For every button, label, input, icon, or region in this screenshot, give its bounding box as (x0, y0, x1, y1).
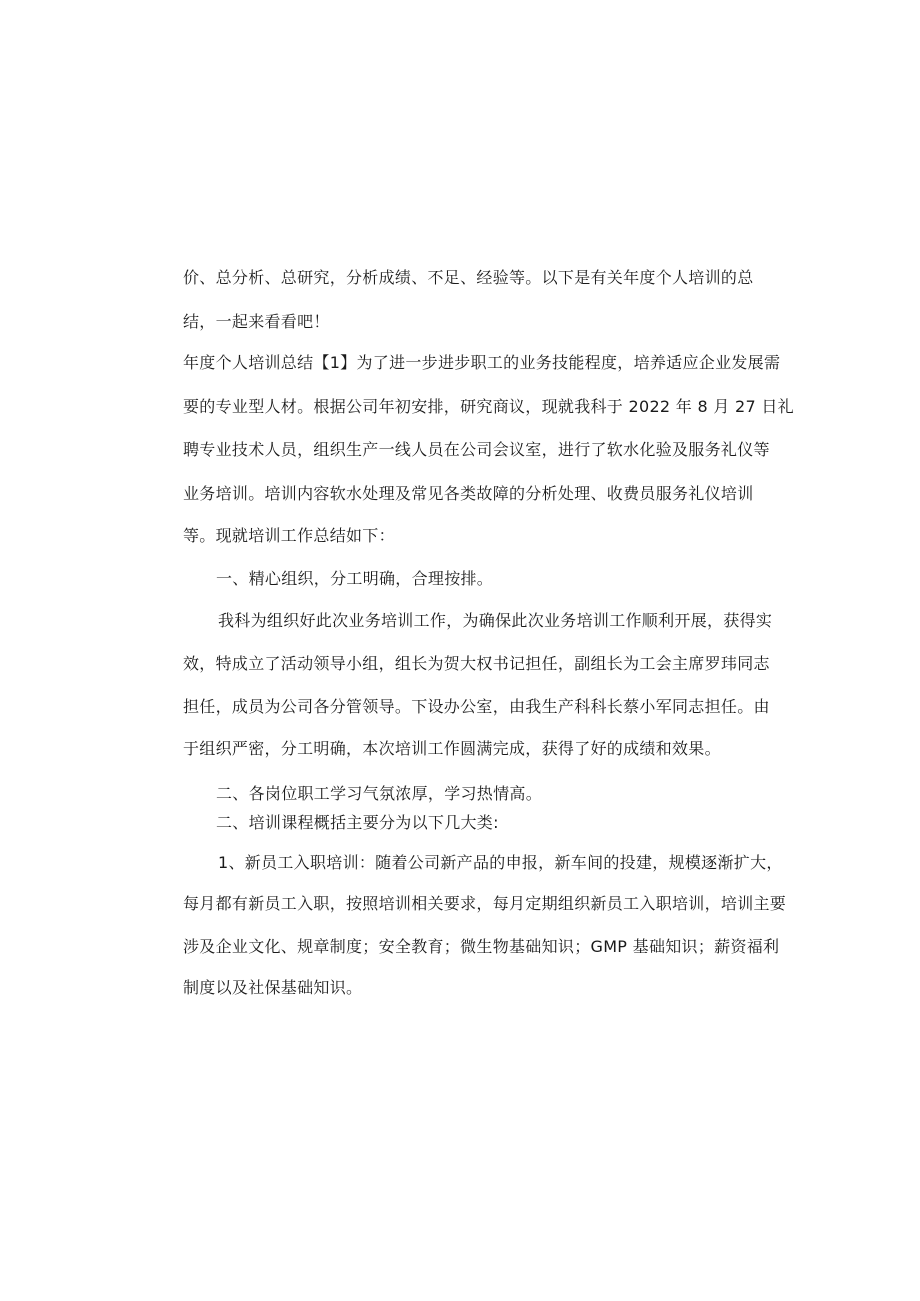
section1-heading: 一、精心组织，分工明确，合理按排。 (216, 569, 494, 588)
paragraph1-line-2: 要的专业型人材。根据公司年初安排，研究商议，现就我科于 2022 年 8 月 27 日礼 (183, 397, 794, 416)
intro-line-1: 价、总分析、总研究，分析成绩、不足、经验等。以下是有关年度个人培训的总 (183, 268, 754, 287)
section1-line-1: 我科为组织好此次业务培训工作，为确保此次业务培训工作顺利开展，获得实 (218, 611, 773, 630)
section3-heading: 二、培训课程概括主要分为以下几大类: (216, 813, 499, 832)
paragraph1-line-1: 年度个人培训总结【1】为了进一步进步职工的业务技能程度，培养适应企业发展需 (183, 353, 781, 372)
section1-line-3: 担任，成员为公司各分管领导。下设办公室，由我生产科科长蔡小军同志担任。由 (183, 697, 770, 716)
intro-line-2: 结，一起来看看吧！ (183, 312, 330, 331)
paragraph1-line-4: 业务培训。培训内容软水处理及常见各类故障的分析处理、收费员服务礼仪培训 (183, 484, 754, 503)
section2-heading: 二、各岗位职工学习气氛浓厚，学习热情高。 (216, 784, 543, 803)
section1-line-2: 效，特成立了活动领导小组，组长为贺大权书记担任，副组长为工会主席罗玮同志 (183, 654, 770, 673)
section1-line-4: 于组织严密，分工明确，本次培训工作圆满完成，获得了好的成绩和效果。 (183, 739, 721, 758)
paragraph1-line-3: 聘专业技术人员，组织生产一线人员在公司会议室，进行了软水化验及服务礼仪等 (183, 440, 770, 459)
section3-line-4: 制度以及社保基础知识。 (183, 978, 363, 997)
section3-line-3: 涉及企业文化、规章制度；安全教育；微生物基础知识；GMP 基础知识；薪资福利 (183, 937, 780, 956)
paragraph1-line-5: 等。现就培训工作总结如下： (183, 526, 395, 545)
section3-line-2: 每月都有新员工入职，按照培训相关要求，每月定期组织新员工入职培训，培训主要 (183, 894, 787, 913)
section3-line-1: 1、新员工入职培训：随着公司新产品的申报，新车间的投建，规模逐渐扩大， (218, 853, 783, 872)
